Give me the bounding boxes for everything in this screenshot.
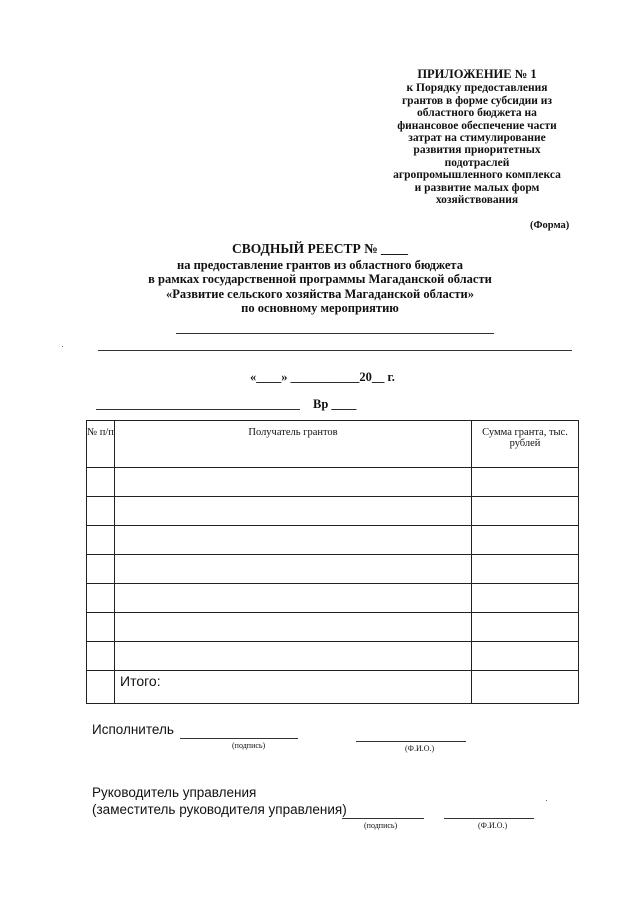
row-number-cell	[87, 584, 115, 613]
table-row	[87, 642, 579, 671]
row-recipient-cell	[115, 526, 472, 555]
form-label: (Форма)	[530, 220, 570, 231]
header-number: № п/п	[87, 421, 115, 468]
table-row	[87, 497, 579, 526]
appendix-line: хозяйствования	[435, 194, 519, 207]
title-line: на предоставление грантов из областного бюджета	[177, 258, 463, 273]
head-name-caption: (Ф.И.О.)	[478, 821, 508, 830]
row-number-cell	[87, 555, 115, 584]
row-recipient-cell	[115, 468, 472, 497]
row-number-cell	[87, 642, 115, 671]
table-total-row	[87, 671, 579, 704]
appendix-line: подотраслей	[444, 156, 510, 169]
title-line: «Развитие сельского хозяйства Магаданской области»	[166, 286, 474, 301]
row-amount-cell	[472, 468, 579, 497]
row-recipient-cell	[115, 642, 472, 671]
row-number-cell	[87, 613, 115, 642]
executor-label: Исполнитель	[92, 722, 174, 737]
total-label: Итого:	[115, 671, 472, 704]
scan-speck	[62, 346, 63, 347]
row-amount-cell	[472, 642, 579, 671]
document-title-block	[120, 242, 520, 315]
row-number-cell	[87, 468, 115, 497]
scan-speck	[546, 800, 547, 801]
appendix-block	[372, 68, 582, 206]
row-amount-cell	[472, 555, 579, 584]
appendix-line: и развитие малых форм	[414, 181, 540, 194]
document-title: СВОДНЫЙ РЕЕСТР № ____	[231, 241, 409, 256]
table-row	[87, 555, 579, 584]
table-header-row	[87, 421, 579, 468]
head-label-line1: Руководитель управления	[92, 785, 257, 800]
row-number-cell	[87, 497, 115, 526]
header-amount: Сумма гранта, тыс. рублей	[472, 421, 579, 468]
title-line: по основному мероприятию	[241, 300, 399, 315]
appendix-line: грантов в форме субсидии из	[401, 94, 553, 107]
total-amount-cell	[472, 671, 579, 704]
row-amount-cell	[472, 613, 579, 642]
appendix-line: затрат на стимулирование	[408, 132, 546, 145]
total-number-cell	[87, 671, 115, 704]
table-row	[87, 584, 579, 613]
appendix-line: агропромышленного комплекса	[393, 169, 561, 182]
date-line: «____» ___________20__ г.	[250, 370, 395, 384]
row-amount-cell	[472, 497, 579, 526]
row-recipient-cell	[115, 613, 472, 642]
appendix-line: финансовое обеспечение части	[397, 119, 557, 132]
table-row	[87, 468, 579, 497]
head-label-line2: (заместитель руководителя управления)	[92, 802, 347, 817]
appendix-line: развития приоритетных	[413, 144, 541, 157]
executor-name-caption: (Ф.И.О.)	[405, 744, 435, 753]
row-recipient-cell	[115, 497, 472, 526]
row-amount-cell	[472, 526, 579, 555]
appendix-line: областного бюджета на	[417, 107, 537, 120]
header-recipient: Получатель грантов	[115, 421, 472, 468]
registry-table	[86, 420, 579, 704]
appendix-line: к Порядку предоставления	[406, 82, 548, 95]
head-signature-line	[342, 818, 424, 819]
row-recipient-cell	[115, 555, 472, 584]
appendix-heading: ПРИЛОЖЕНИЕ № 1	[417, 67, 537, 81]
row-number-cell	[87, 526, 115, 555]
vr-fill-line	[96, 409, 300, 410]
executor-signature-line	[180, 738, 298, 739]
executor-name-line	[356, 741, 466, 742]
head-name-line	[444, 818, 534, 819]
event-fill-line-2	[98, 350, 572, 351]
title-line: в рамках государственной программы Магаданской области	[148, 272, 492, 287]
row-recipient-cell	[115, 584, 472, 613]
table-row	[87, 613, 579, 642]
vr-label: Вр ____	[313, 397, 357, 411]
executor-signature-caption: (подпись)	[232, 741, 266, 750]
event-fill-line	[176, 333, 494, 334]
head-signature-caption: (подпись)	[364, 821, 398, 830]
table-row	[87, 526, 579, 555]
row-amount-cell	[472, 584, 579, 613]
